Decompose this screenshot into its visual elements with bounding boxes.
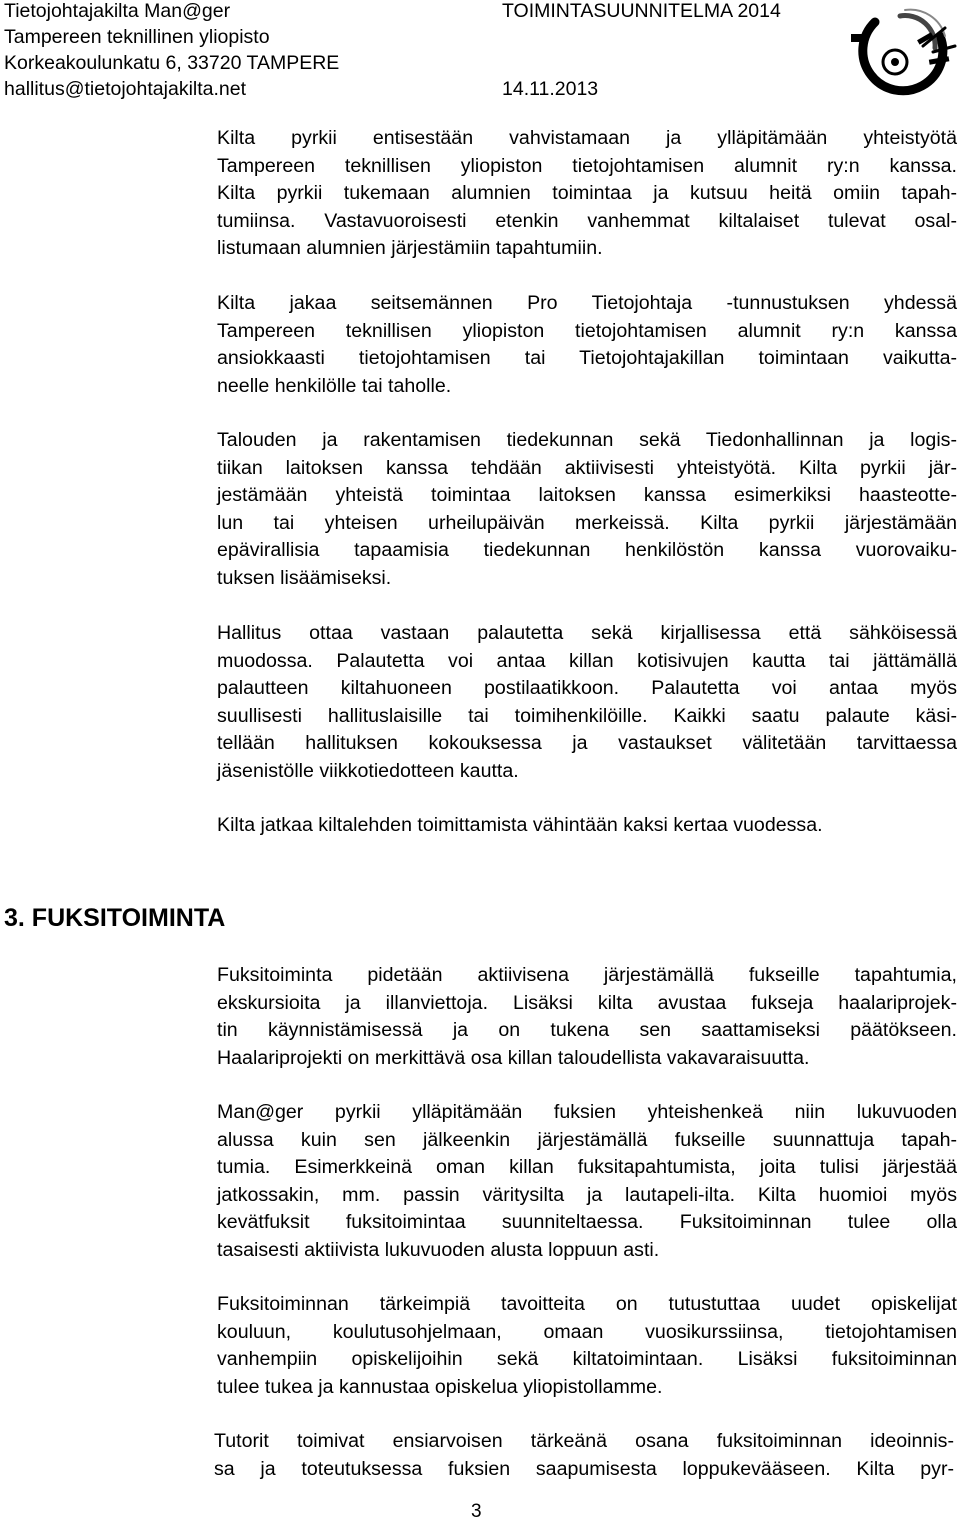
text-line: Kilta jakaa seitsemännen Pro Tietojohtaja -tunnustuksen yhdessä — [217, 292, 957, 314]
text-line: Kilta pyrkii entisestään vahvistamaan ja ylläpitämään yhteistyötä — [217, 127, 957, 149]
text-line: Tampereen teknillisen yliopiston tietojohtamisen alumnit ry:n kanssa — [217, 319, 957, 342]
text-line: Tutorit toimivat ensiarvoisen tärkeänä osana fuksitoiminnan ideoinnis- — [214, 1430, 954, 1452]
guild-logo-icon — [845, 6, 960, 116]
text-line: tin käynnistämisessä ja on tukena sen saattamiseksi päätökseen. — [217, 1019, 957, 1042]
text-line: Haalariprojekti on merkittävä osa killan taloudellista vakavaraisuutta. — [217, 1046, 810, 1069]
paragraph-faculty-cooperation — [217, 427, 957, 593]
text-line: Talouden ja rakentamisen tiedekunnan sekä Tiedonhallinnan ja logis- — [217, 429, 957, 451]
header-date: 14.11.2013 — [502, 78, 599, 100]
text-line: palautteen kiltahuoneen postilaatikkoon. Palautetta voi antaa myös — [217, 677, 957, 700]
text-line: tellään hallituksen kokouksessa ja vastaukset välitetään tarvittaessa — [217, 732, 957, 755]
paragraph-guild-magazine — [217, 812, 957, 840]
header-doc-title: TOIMINTASUUNNITELMA 2014 — [502, 0, 781, 22]
text-line: kevätfuksit fuksitoimintaa suunniteltaessa. Fuksitoiminnan tulee olla — [217, 1211, 957, 1234]
text-line: Fuksitoiminnan tärkeimpiä tavoitteita on tutustuttaa uudet opiskelijat — [217, 1293, 957, 1315]
paragraph-tutors — [214, 1428, 954, 1483]
text-line: jatkossakin, mm. passin väritysilta ja lautapeli-ilta. Kilta huomioi myös — [217, 1183, 957, 1206]
text-line: listumaan alumnien järjestämiin tapahtumiin. — [217, 237, 603, 260]
header-address: Korkeakoulunkatu 6, 33720 TAMPERE — [4, 52, 340, 74]
text-line: muodossa. Palautetta voi antaa killan kotisivujen kautta tai jättämällä — [217, 649, 957, 672]
section-heading: 3. FUKSITOIMINTA — [4, 904, 226, 932]
text-line: tiikan laitoksen kanssa tehdään aktiivisesti yhteistyötä. Kilta pyrkii jär- — [217, 456, 957, 479]
paragraph-alumni — [217, 125, 957, 263]
page-number: 3 — [471, 1501, 482, 1522]
header-university: Tampereen teknillinen yliopisto — [4, 26, 270, 48]
text-line: Tampereen teknillisen yliopiston tietojohtamisen alumnit ry:n kanssa. — [217, 154, 957, 177]
header-org: Tietojohtajakilta Man@ger — [4, 0, 231, 22]
text-line: suullisesti hallituslaisille tai toimihenkilöille. Kaikki saatu palaute käsi- — [217, 704, 957, 727]
text-line: ekskursioita ja illanviettoja. Lisäksi kilta avustaa fukseja haalariprojek- — [217, 991, 957, 1014]
paragraph-goals — [217, 1291, 957, 1401]
text-line: jäsenistölle viikkotiedotteen kautta. — [217, 759, 519, 782]
text-line: alussa kuin sen jälkeenkin järjestämällä fukseille suunnattuja tapah- — [217, 1128, 957, 1151]
text-line: tasaisesti aktiivista lukuvuoden alusta loppuun asti. — [217, 1238, 660, 1261]
text-line: tumia. Esimerkkeinä oman killan fuksitapahtumista, joita tulisi järjestää — [217, 1156, 957, 1179]
text-line: Kilta jatkaa kiltalehden toimittamista vähintään kaksi kertaa vuodessa. — [217, 814, 823, 836]
header-email: hallitus@tietojohtajakilta.net — [4, 78, 247, 100]
text-line: Man@ger pyrkii ylläpitämään fuksien yhteishenkeä niin lukuvuoden — [217, 1101, 957, 1123]
text-line: neelle henkilölle tai taholle. — [217, 374, 452, 397]
text-line: ansiokkaasti tietojohtamisen tai Tietojohtajakillan toimintaan vaikutta- — [217, 347, 957, 370]
paragraph-team-spirit — [217, 1099, 957, 1265]
text-line: Fuksitoiminta pidetään aktiivisena järjestämällä fukseille tapahtumia, — [217, 964, 957, 986]
text-line: tulee tukea ja kannustaa opiskelua yliopistollamme. — [217, 1375, 663, 1398]
text-line: vanhempiin opiskelijoihin sekä kiltatoimintaan. Lisäksi fuksitoiminnan — [217, 1348, 957, 1371]
text-line: lun tai yhteisen urheilupäivän merkeissä. Kilta pyrkii järjestämään — [217, 511, 957, 534]
text-line: jestämään yhteistä toimintaa laitoksen kanssa esimerkiksi haasteotte- — [217, 484, 957, 507]
text-line: epävirallisia tapaamisia tiedekunnan henkilöstön kanssa vuorovaiku- — [217, 539, 957, 562]
paragraph-feedback — [217, 620, 957, 786]
text-line: Hallitus ottaa vastaan palautetta sekä kirjallisessa että sähköisessä — [217, 622, 957, 644]
text-line: sa ja toteutuksessa fuksien saapumisesta loppukevääseen. Kilta pyr- — [214, 1457, 954, 1480]
paragraph-freshman-activities — [217, 962, 957, 1072]
text-line: kouluun, koulutusohjelmaan, omaan vuosikurssiinsa, tietojohtamisen — [217, 1320, 957, 1343]
text-line: Kilta pyrkii tukemaan alumnien toimintaa ja kutsuu heitä omiin tapah- — [217, 182, 957, 205]
paragraph-pro-tietojohtaja — [217, 290, 957, 400]
text-line: tuksen lisäämiseksi. — [217, 566, 392, 589]
text-line: tumiinsa. Vastavuoroisesti etenkin vanhemmat kiltalaiset tulevat osal- — [217, 209, 957, 232]
